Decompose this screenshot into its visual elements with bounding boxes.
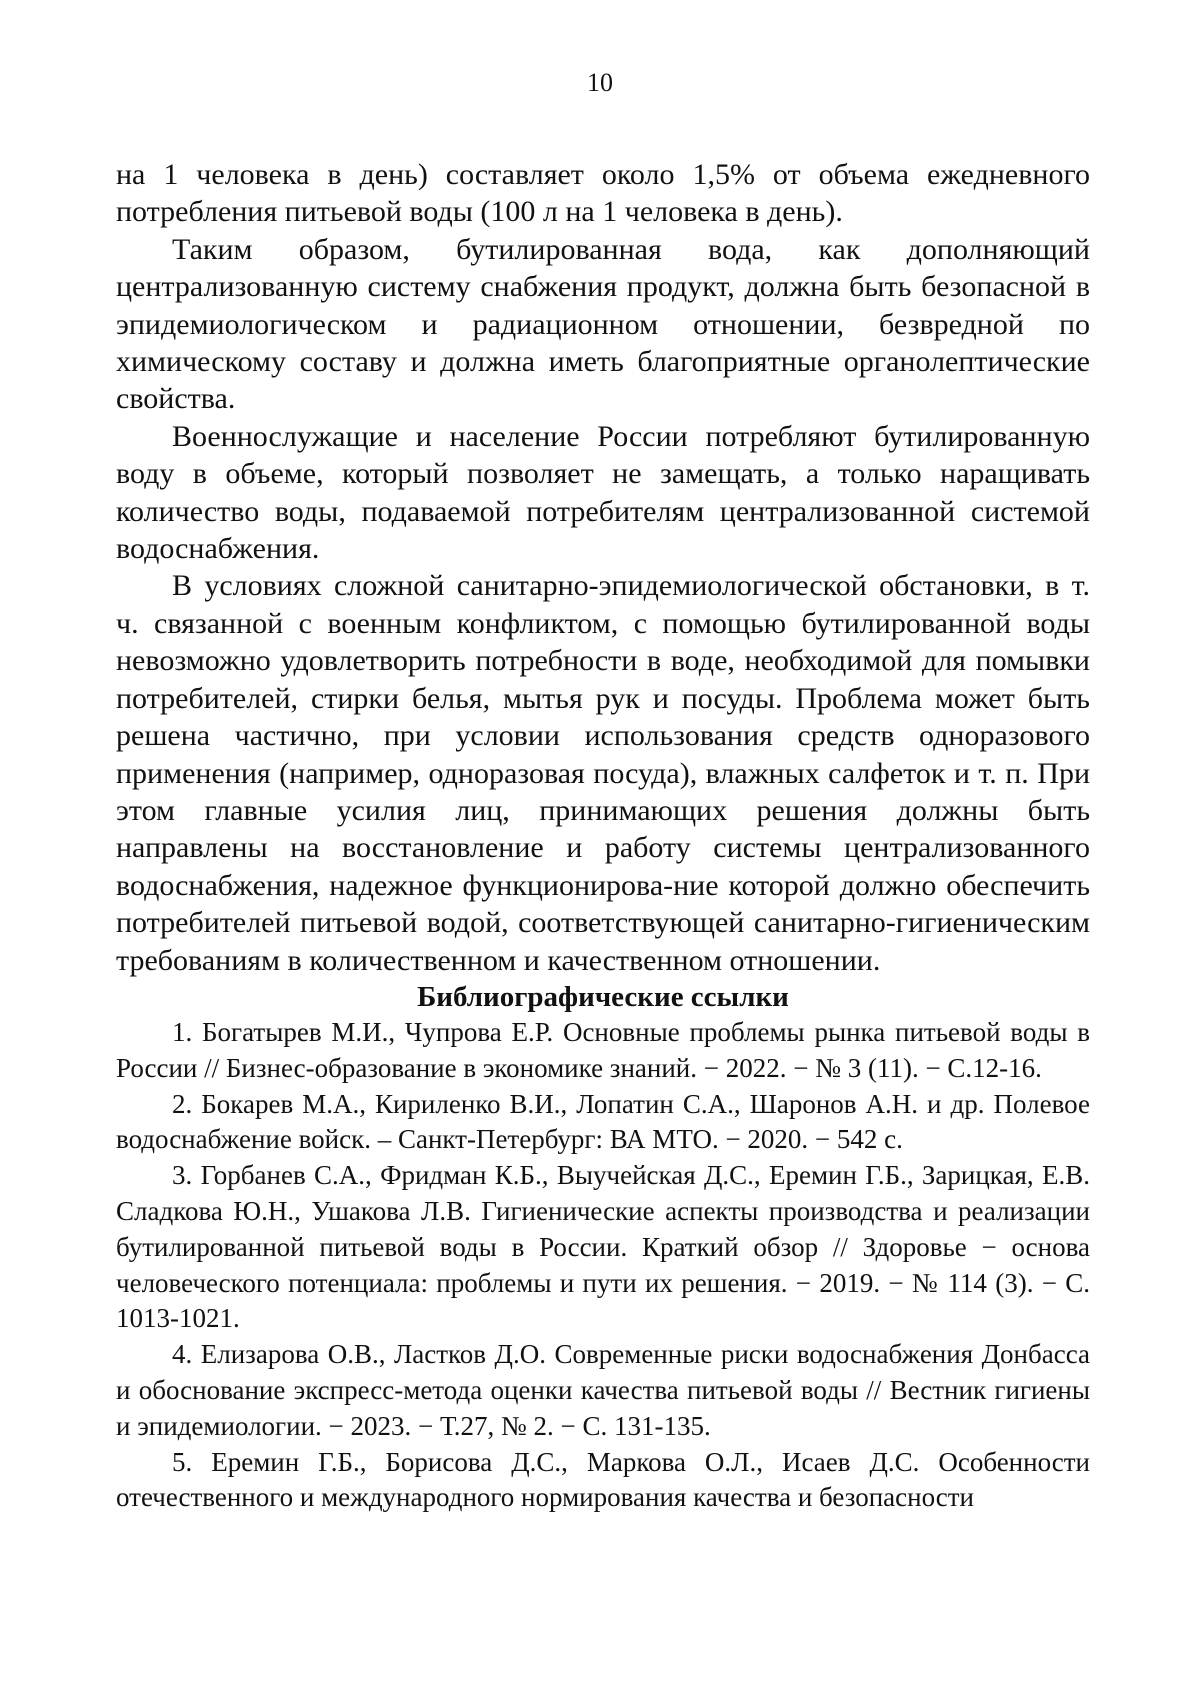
reference-item: 5. Еремин Г.Б., Борисова Д.С., Маркова О.Л., Исаев Д.С. Особенности отечественного и международного нормирования качества и безопасности [116,1446,1090,1513]
references-heading: Библиографические ссылки [417,980,789,1013]
reference-item: 4. Елизарова О.В., Ластков Д.О. Современные риски водоснабжения Донбасса и обоснование экспресс-метода оценки качества питьевой воды // Вестник гигиены и эпидемиологии. − 2023. − Т.27, № 2. − С. 131-135. [116,1339,1090,1441]
body-paragraph: В условиях сложной санитарно-эпидемиологической обстановки, в т. ч. связанной с военным конфликтом, с помощью бутилированной воды невозможно удовлетворить потребности в воде, необходимой для помывки потребителей, стирки белья, мытья рук и посуды. Проблема может быть решена частично, при условии использования средств одноразового применения (например, одноразовая посуда), влажных салфеток и т. п. При этом главные усилия лиц, принимающих решения должны быть направлены на восстановление и работу системы централизованного водоснабжения, надежное функционирова-ние которой должно обеспечить потребителей питьевой водой, соответствующей санитарно-гигиеническим требованиям в количественном и качественном отношении. [116,569,1090,977]
body-paragraph: на 1 человека в день) составляет около 1,5% от объема ежедневного потребления питьевой воды (100 л на 1 человека в день). [116,158,1090,229]
reference-item: 2. Бокарев М.А., Кириленко В.И., Лопатин С.А., Шаронов А.Н. и др. Полевое водоснабжение войск. – Санкт-Петербург: ВА МТО. − 2020. − 542 с. [116,1088,1090,1155]
reference-item: 3. Горбанев С.А., Фридман К.Б., Выучейская Д.С., Еремин Г.Б., Зарицкая, Е.В. Сладкова Ю.Н., Ушакова Л.В. Гигиенические аспекты производства и реализации бутилированной питьевой воды в России. Краткий обзор // Здоровье − основа человеческого потенциала: проблемы и пути их решения. − 2019. − № 114 (3). − С. 1013-1021. [116,1160,1090,1334]
body-paragraph: Военнослужащие и население России потребляют бутилированную воду в объеме, который позволяет не замещать, а только наращивать количество воды, подаваемой потребителям централизованной системой водоснабжения. [116,419,1090,566]
page-number: 10 [587,68,613,97]
main-text [116,156,1090,1516]
reference-item: 1. Богатырев М.И., Чупрова Е.Р. Основные проблемы рынка питьевой воды в России // Бизнес-образование в экономике знаний. − 2022. − № 3 (11). − С.12-16. [116,1016,1090,1083]
body-paragraph: Таким образом, бутилированная вода, как дополняющий централизованную систему снабжения продукт, должна быть безопасной в эпидемиологическом и радиационном отношении, безвредной по химическому составу и должна иметь благоприятные органолептические свойства. [116,232,1090,416]
